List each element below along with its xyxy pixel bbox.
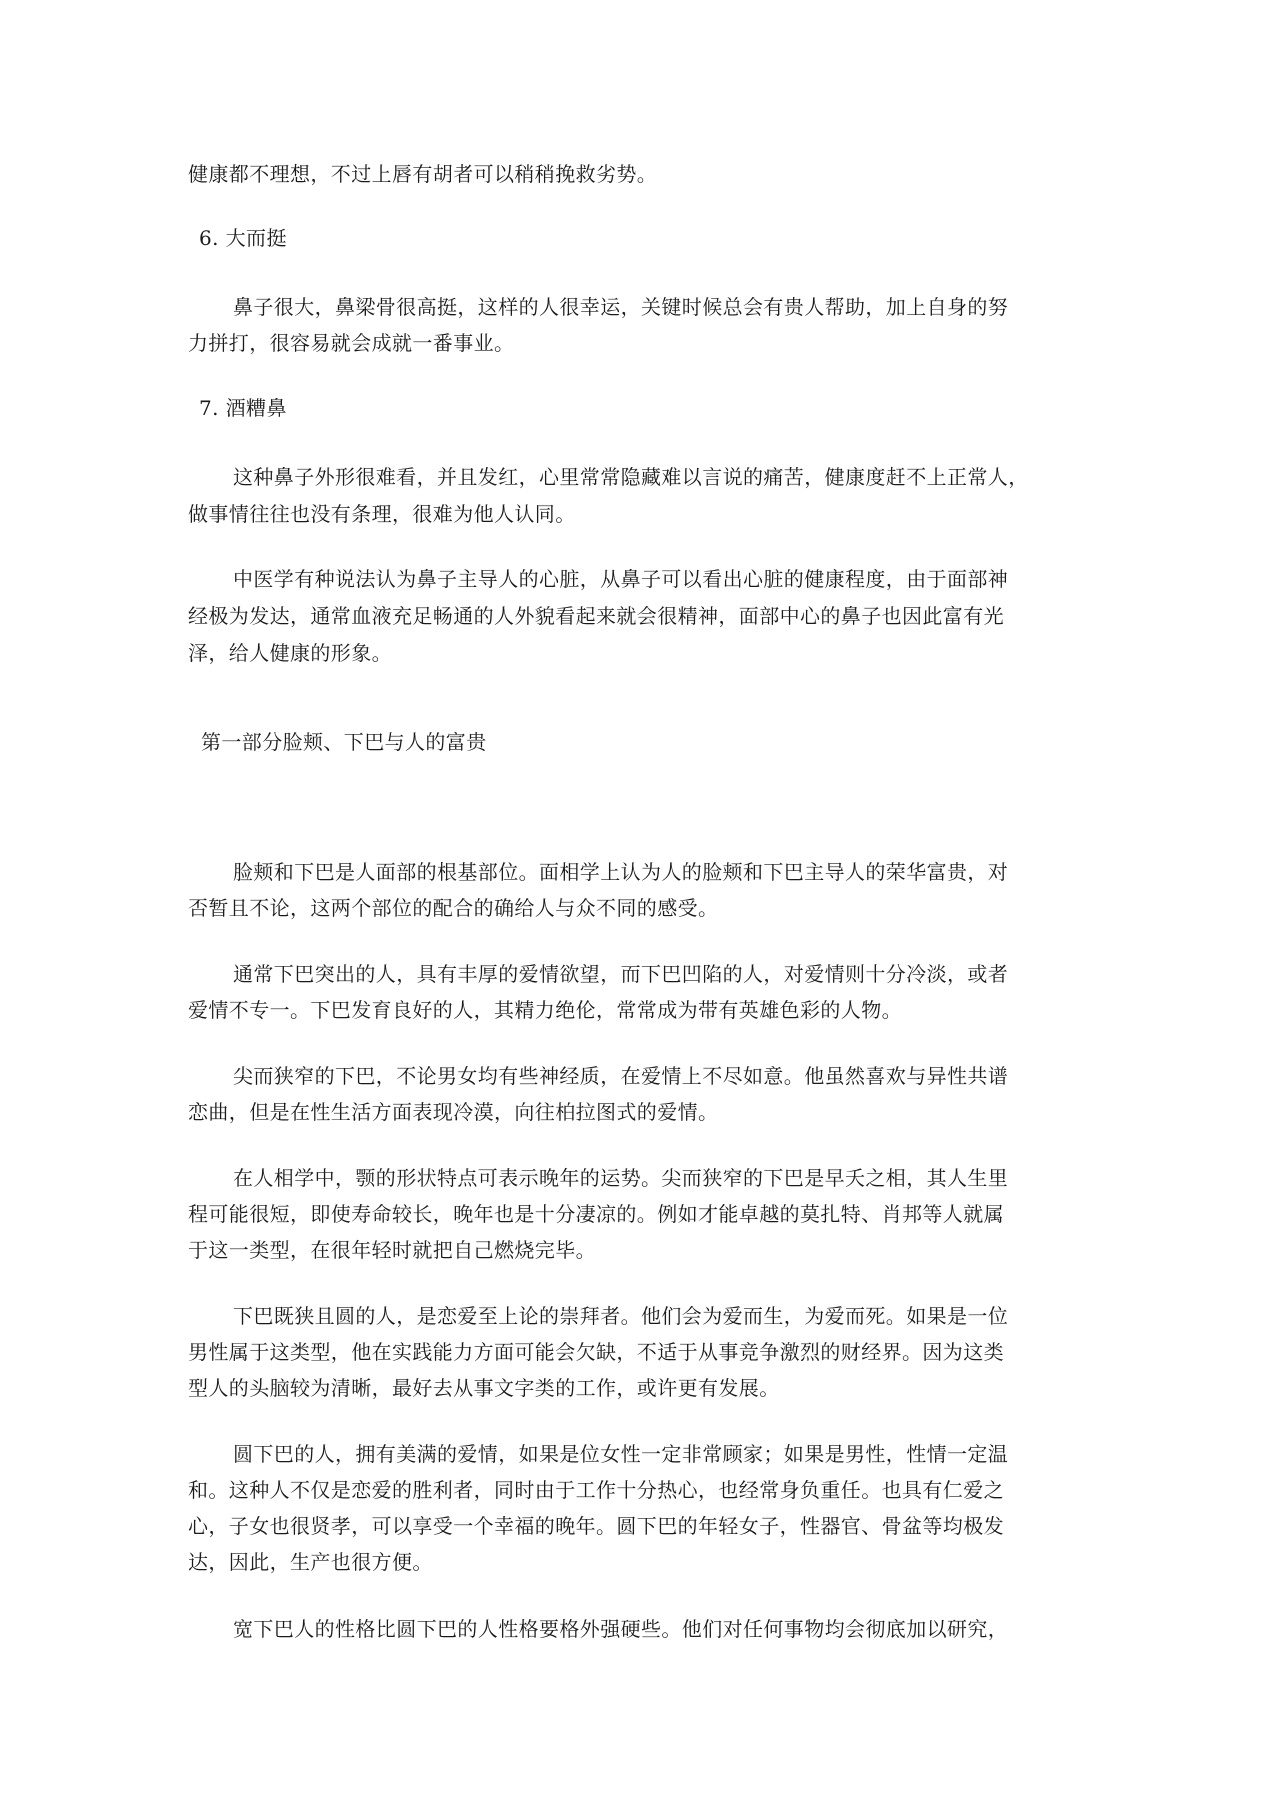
text-line: 在人相学中，颚的形状特点可表示晚年的运势。尖而狭窄的下巴是早夭之相，其人生里	[233, 1166, 1009, 1190]
text-line: 健康都不理想，不过上唇有胡者可以稍稍挽救劣势。	[188, 162, 658, 186]
text-line: 中医学有种说法认为鼻子主导人的心脏，从鼻子可以看出心脏的健康程度，由于面部神	[233, 567, 1009, 591]
text-line: 做事情往往也没有条理，很难为他人认同。	[188, 502, 576, 526]
text-line: 泽，给人健康的形象。	[188, 641, 392, 665]
text-line: 力拼打，很容易就会成就一番事业。	[188, 331, 515, 355]
text-line: 男性属于这类型，他在实践能力方面可能会欠缺，不适于从事竞争激烈的财经界。因为这类	[188, 1340, 1004, 1364]
item-heading-7: 7. 酒糟鼻	[199, 396, 287, 420]
text-line: 心，子女也很贤孝，可以享受一个幸福的晚年。圆下巴的年轻女子，性器官、骨盆等均极发	[188, 1514, 1004, 1538]
text-line: 型人的头脑较为清晰，最好去从事文字类的工作，或许更有发展。	[188, 1376, 780, 1400]
text-line: 达，因此，生产也很方便。	[188, 1550, 433, 1574]
text-line: 恋曲，但是在性生活方面表现冷漠，向往柏拉图式的爱情。	[188, 1100, 719, 1124]
text-line: 经极为发达，通常血液充足畅通的人外貌看起来就会很精神，面部中心的鼻子也因此富有光	[188, 604, 1004, 628]
text-line: 尖而狭窄的下巴，不论男女均有些神经质，在爱情上不尽如意。他虽然喜欢与异性共谱	[233, 1064, 1009, 1088]
text-line: 于这一类型，在很年轻时就把自己燃烧完毕。	[188, 1238, 596, 1262]
text-line: 这种鼻子外形很难看，并且发红，心里常常隐藏难以言说的痛苦，健康度赶不上正常人，	[233, 465, 1029, 489]
text-line: 程可能很短，即使寿命较长，晚年也是十分凄凉的。例如才能卓越的莫扎特、肖邦等人就属	[188, 1202, 1004, 1226]
text-line: 脸颊和下巴是人面部的根基部位。面相学上认为人的脸颊和下巴主导人的荣华富贵，对	[233, 860, 1009, 884]
text-line: 否暂且不论，这两个部位的配合的确给人与众不同的感受。	[188, 896, 719, 920]
text-line: 爱情不专一。下巴发育良好的人，其精力绝伦，常常成为带有英雄色彩的人物。	[188, 998, 902, 1022]
item-heading-6: 6. 大而挺	[199, 226, 287, 250]
text-line: 圆下巴的人，拥有美满的爱情，如果是位女性一定非常顾家；如果是男性，性情一定温	[233, 1442, 1009, 1466]
text-line: 鼻子很大，鼻梁骨很高挺，这样的人很幸运，关键时候总会有贵人帮助，加上自身的努	[233, 295, 1009, 319]
text-line: 宽下巴人的性格比圆下巴的人性格要格外强硬些。他们对任何事物均会彻底加以研究，	[233, 1617, 1009, 1641]
text-line: 通常下巴突出的人，具有丰厚的爱情欲望，而下巴凹陷的人，对爱情则十分冷淡，或者	[233, 962, 1009, 986]
section-heading: 第一部分脸颊、下巴与人的富贵	[201, 730, 487, 754]
text-line: 下巴既狭且圆的人，是恋爱至上论的崇拜者。他们会为爱而生，为爱而死。如果是一位	[233, 1304, 1009, 1328]
text-line: 和。这种人不仅是恋爱的胜利者，同时由于工作十分热心，也经常身负重任。也具有仁爱之	[188, 1478, 1004, 1502]
